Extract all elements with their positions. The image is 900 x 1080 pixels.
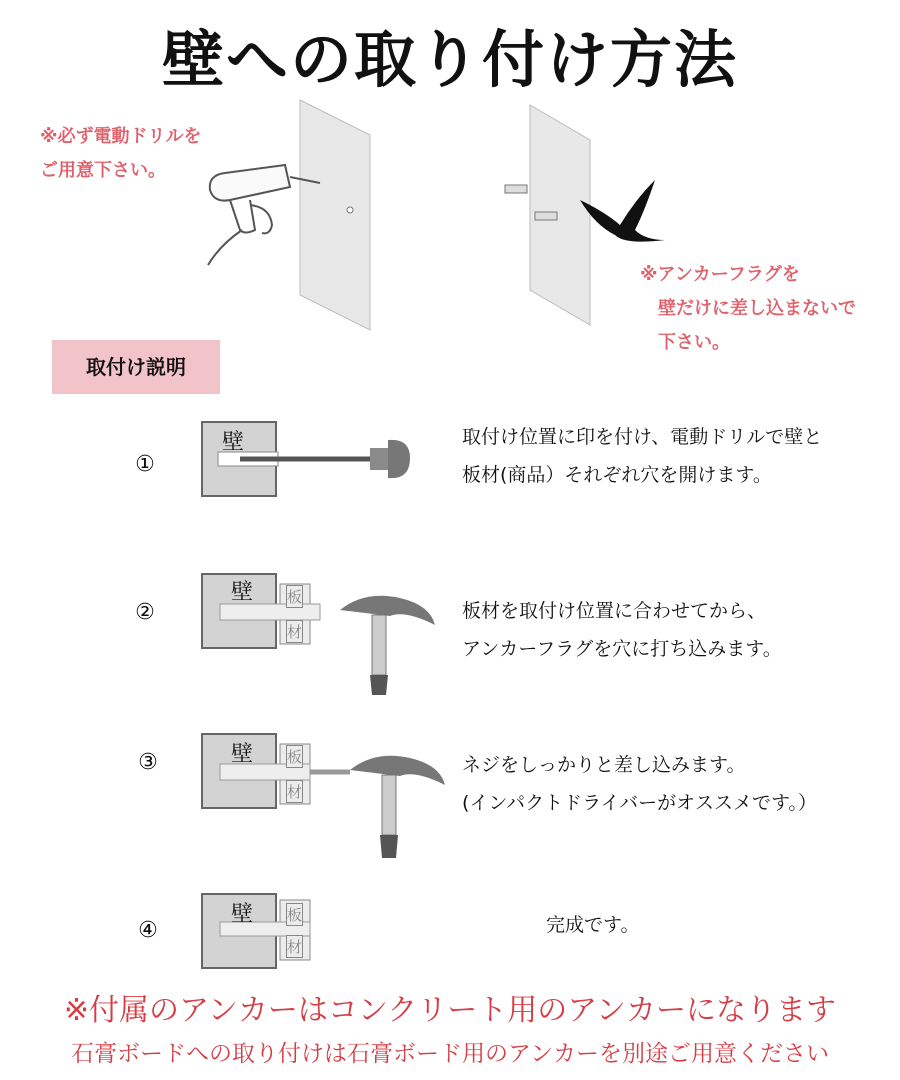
anchor-note-line3: 下さい。 [658, 332, 730, 353]
x-mark-icon [580, 180, 665, 242]
hammer-icon [350, 756, 445, 858]
board-label-1: 板 [286, 903, 303, 926]
wall-label: 壁 [222, 430, 245, 455]
footer-line1: ※付属のアンカーはコンクリート用のアンカーになります [63, 993, 837, 1028]
footer-line2: 石膏ボードへの取り付けは石膏ボード用のアンカーを別途ご用意ください [70, 1041, 830, 1067]
drill-illustration [190, 95, 380, 335]
step-1-line2: 板材(商品）それぞれ穴を開けます。 [462, 464, 772, 486]
page-title: 壁への取り付け方法 [161, 23, 738, 96]
section-label: 取付け説明 [52, 340, 220, 394]
step-2-text [462, 592, 782, 668]
wall-label: 壁 [231, 580, 254, 605]
board-label-1: 板 [286, 745, 303, 768]
drill-note [40, 120, 202, 188]
wall-label: 壁 [231, 902, 254, 927]
step-1-text [462, 418, 822, 494]
step-2-line2: アンカーフラグを穴に打ち込みます。 [462, 638, 782, 660]
anchor-icon [220, 604, 320, 620]
anchor-note [640, 258, 890, 360]
board-label-2: 材 [286, 935, 303, 958]
step-2-line1: 板材を取付け位置に合わせてから、 [462, 600, 767, 622]
step-number-1: ① [135, 452, 155, 477]
board-label-2: 材 [286, 780, 303, 803]
board-label-2: 材 [286, 620, 303, 643]
drill-note-line2: ご用意下さい。 [40, 160, 166, 181]
step-3-line1: ネジをしっかりと差し込みます。 [462, 754, 746, 776]
step-number-2: ② [135, 600, 155, 625]
anchor-note-line1: ※アンカーフラグを [640, 264, 800, 285]
step-number-4: ④ [138, 918, 158, 943]
step-3-line2: (インパクトドライバーがオススメです。） [462, 792, 817, 814]
anchor-note-line2: 壁だけに差し込まないで [658, 298, 856, 319]
wall-panel-icon [300, 100, 370, 330]
drill-note-line1: ※必ず電動ドリルを [40, 126, 202, 147]
step-number-3: ③ [138, 750, 158, 775]
step-1-line1: 取付け位置に印を付け、電動ドリルで壁と [462, 426, 823, 448]
hammer-icon [340, 596, 435, 695]
board-label-1: 板 [286, 585, 303, 608]
step-4-text: 完成です。 [546, 914, 640, 936]
step-3-text [462, 746, 817, 822]
wall-label: 壁 [231, 742, 254, 767]
